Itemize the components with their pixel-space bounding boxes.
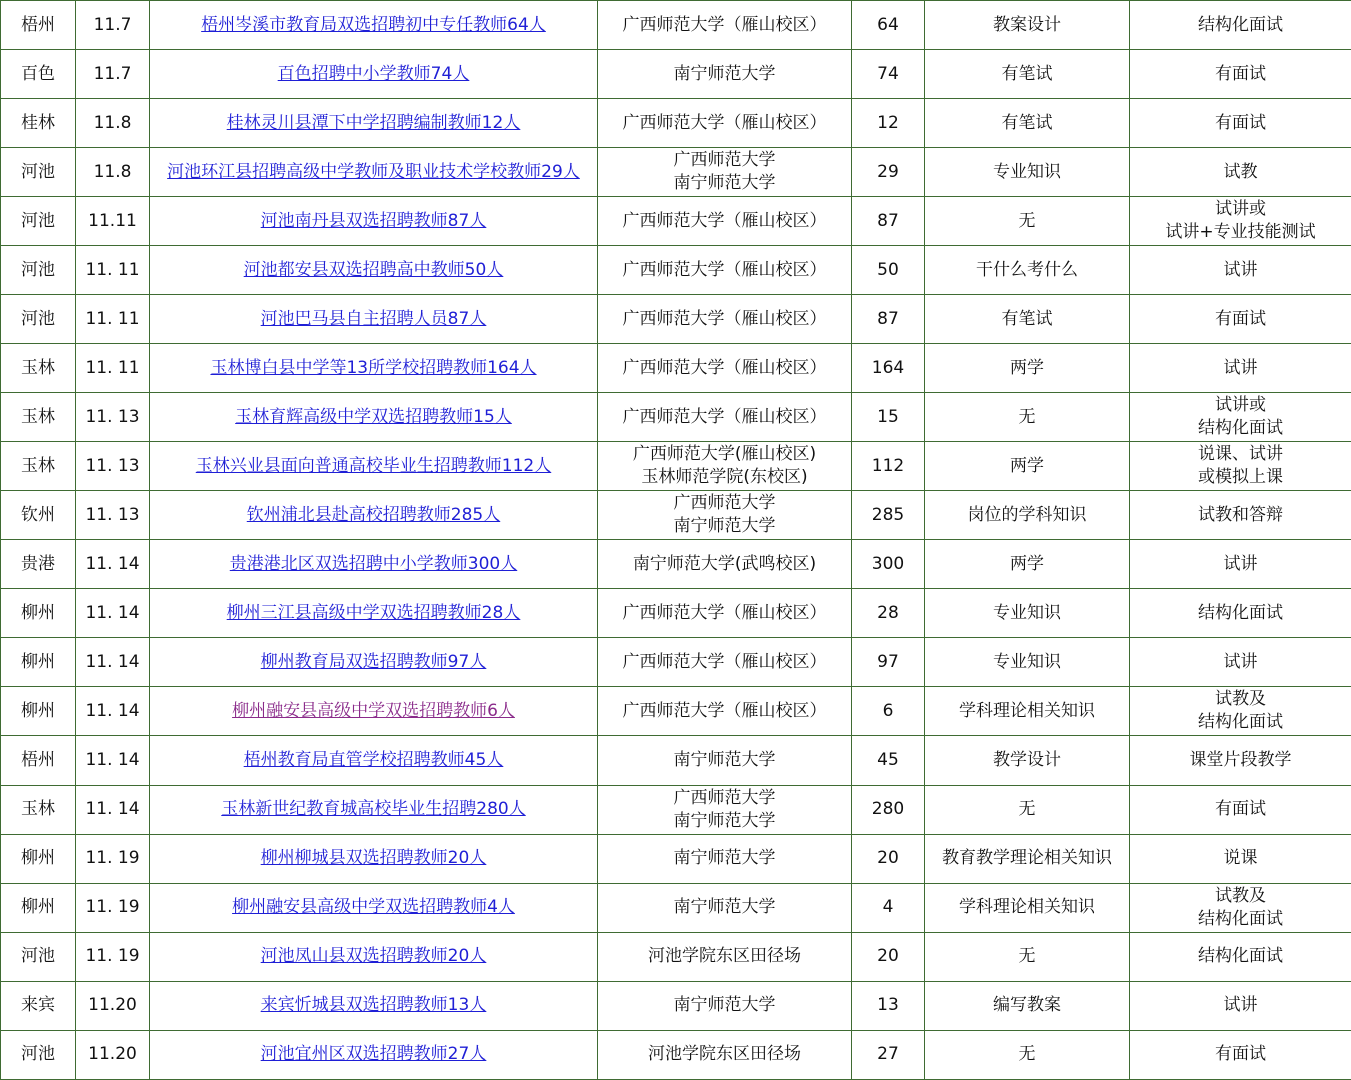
city-cell: 玉林	[1, 344, 76, 393]
date-cell: 11. 19	[76, 834, 150, 883]
date-cell: 11. 14	[76, 687, 150, 736]
venue-line: 广西师范大学（雁山校区）	[622, 14, 827, 35]
venue-cell	[598, 932, 852, 981]
city-cell: 河池	[1, 148, 76, 197]
job-posting-link[interactable]: 柳州三江县高级中学双选招聘教师28人	[226, 602, 521, 623]
interview-line: 有面试	[1215, 1044, 1266, 1065]
date-cell: 11. 14	[76, 785, 150, 834]
venue-line: 南宁师范大学	[673, 848, 776, 869]
interview-cell	[1130, 50, 1351, 99]
city-cell: 柳州	[1, 834, 76, 883]
interview-line: 试讲或	[1215, 395, 1266, 416]
interview-line: 结构化面试	[1198, 908, 1283, 929]
venue-line: 玉林师范学院(东校区)	[641, 467, 808, 488]
job-posting-link[interactable]: 柳州融安县高级中学双选招聘教师4人	[232, 897, 515, 918]
venue-line: 广西师范大学（雁山校区）	[622, 406, 827, 427]
count-cell: 87	[852, 197, 925, 246]
venue-cell	[598, 687, 852, 736]
count-cell: 27	[852, 1030, 925, 1079]
venue-line: 河池学院东区田径场	[648, 946, 801, 967]
exam-cell	[925, 785, 1130, 834]
count-cell: 12	[852, 99, 925, 148]
interview-line: 结构化面试	[1198, 946, 1283, 967]
count-cell: 28	[852, 589, 925, 638]
interview-cell	[1130, 540, 1351, 589]
job-posting-link[interactable]: 河池环江县招聘高级中学教师及职业技术学校教师29人	[167, 161, 580, 182]
exam-cell	[925, 638, 1130, 687]
count-cell: 280	[852, 785, 925, 834]
venue-line: 广西师范大学(雁山校区)	[632, 444, 817, 465]
count-cell: 15	[852, 393, 925, 442]
interview-cell	[1130, 932, 1351, 981]
table-row	[1, 295, 1351, 344]
interview-cell	[1130, 197, 1351, 246]
exam-cell	[925, 197, 1130, 246]
table-row	[1, 687, 1351, 736]
job-posting-link[interactable]: 柳州融安县高级中学双选招聘教师6人	[232, 700, 515, 721]
exam-line: 有笔试	[1001, 63, 1053, 84]
interview-cell	[1130, 344, 1351, 393]
title-cell	[150, 393, 598, 442]
title-cell	[150, 540, 598, 589]
exam-line: 学科理论相关知识	[959, 897, 1095, 918]
interview-line: 说课、试讲	[1198, 444, 1283, 465]
venue-line: 广西师范大学（雁山校区）	[622, 651, 827, 672]
job-posting-link[interactable]: 河池南丹县双选招聘教师87人	[260, 210, 487, 231]
date-cell: 11. 13	[76, 491, 150, 540]
venue-line: 南宁师范大学	[673, 810, 776, 831]
interview-line: 有面试	[1215, 799, 1266, 820]
venue-cell	[598, 785, 852, 834]
venue-line: 广西师范大学	[673, 787, 776, 808]
interview-line: 试讲	[1223, 995, 1258, 1016]
exam-cell	[925, 491, 1130, 540]
exam-line: 专业知识	[993, 602, 1061, 623]
title-cell	[150, 295, 598, 344]
interview-line: 试讲	[1223, 651, 1258, 672]
venue-line: 广西师范大学（雁山校区）	[622, 210, 827, 231]
date-cell: 11.11	[76, 197, 150, 246]
job-posting-link[interactable]: 贵港港北区双选招聘中小学教师300人	[229, 553, 518, 574]
table-row	[1, 1030, 1351, 1079]
venue-cell	[598, 540, 852, 589]
venue-line: 广西师范大学（雁山校区）	[622, 700, 827, 721]
interview-cell	[1130, 99, 1351, 148]
exam-line: 无	[1018, 210, 1036, 231]
exam-line: 无	[1018, 1044, 1036, 1065]
job-posting-link[interactable]: 玉林育辉高级中学双选招聘教师15人	[235, 406, 512, 427]
title-cell	[150, 99, 598, 148]
venue-cell	[598, 638, 852, 687]
table-row	[1, 932, 1351, 981]
exam-line: 两学	[1010, 357, 1044, 378]
exam-line: 编写教案	[993, 995, 1061, 1016]
exam-line: 专业知识	[993, 161, 1061, 182]
exam-cell	[925, 148, 1130, 197]
count-cell: 20	[852, 932, 925, 981]
table-row	[1, 50, 1351, 99]
exam-cell	[925, 589, 1130, 638]
date-cell: 11. 14	[76, 589, 150, 638]
title-cell	[150, 981, 598, 1030]
table-row	[1, 540, 1351, 589]
exam-line: 两学	[1010, 553, 1044, 574]
count-cell: 64	[852, 1, 925, 50]
city-cell: 河池	[1, 246, 76, 295]
title-cell	[150, 197, 598, 246]
venue-cell	[598, 883, 852, 932]
interview-cell	[1130, 638, 1351, 687]
title-cell	[150, 491, 598, 540]
interview-line: 说课	[1223, 848, 1258, 869]
date-cell: 11. 14	[76, 736, 150, 785]
count-cell: 97	[852, 638, 925, 687]
date-cell: 11.8	[76, 99, 150, 148]
count-cell: 300	[852, 540, 925, 589]
interview-line: 结构化面试	[1198, 418, 1283, 439]
venue-cell	[598, 589, 852, 638]
city-cell: 梧州	[1, 1, 76, 50]
job-posting-link[interactable]: 百色招聘中小学教师74人	[277, 63, 470, 84]
table-body	[1, 1, 1351, 1080]
title-cell	[150, 687, 598, 736]
exam-line: 无	[1018, 799, 1036, 820]
venue-line: 广西师范大学（雁山校区）	[622, 308, 827, 329]
exam-cell	[925, 687, 1130, 736]
table-row	[1, 834, 1351, 883]
interview-cell	[1130, 148, 1351, 197]
city-cell: 河池	[1, 197, 76, 246]
venue-line: 南宁师范大学	[673, 995, 776, 1016]
date-cell: 11. 11	[76, 246, 150, 295]
city-cell: 百色	[1, 50, 76, 99]
venue-cell	[598, 981, 852, 1030]
exam-cell	[925, 442, 1130, 491]
venue-cell	[598, 393, 852, 442]
title-cell	[150, 834, 598, 883]
exam-cell	[925, 540, 1130, 589]
exam-cell	[925, 393, 1130, 442]
venue-cell	[598, 295, 852, 344]
interview-line: 试教及	[1215, 689, 1266, 710]
count-cell: 4	[852, 883, 925, 932]
exam-cell	[925, 295, 1130, 344]
exam-cell	[925, 50, 1130, 99]
city-cell: 玉林	[1, 785, 76, 834]
title-cell	[150, 1, 598, 50]
city-cell: 来宾	[1, 981, 76, 1030]
venue-cell	[598, 246, 852, 295]
interview-cell	[1130, 1, 1351, 50]
date-cell: 11. 19	[76, 932, 150, 981]
count-cell: 285	[852, 491, 925, 540]
interview-cell	[1130, 687, 1351, 736]
venue-cell	[598, 834, 852, 883]
interview-line: 有面试	[1215, 112, 1266, 133]
interview-line: 试教和答辩	[1198, 504, 1283, 525]
job-posting-link[interactable]: 桂林灵川县潭下中学招聘编制教师12人	[226, 112, 521, 133]
job-posting-link[interactable]: 梧州教育局直管学校招聘教师45人	[243, 749, 504, 770]
city-cell: 玉林	[1, 442, 76, 491]
job-posting-link[interactable]: 河池巴马县自主招聘人员87人	[260, 308, 487, 329]
job-posting-link[interactable]: 河池宜州区双选招聘教师27人	[260, 1044, 487, 1065]
interview-line: 试教	[1223, 161, 1258, 182]
table-row	[1, 197, 1351, 246]
city-cell: 柳州	[1, 638, 76, 687]
venue-cell	[598, 1030, 852, 1079]
table-row	[1, 736, 1351, 785]
exam-line: 学科理论相关知识	[959, 700, 1095, 721]
table-row	[1, 981, 1351, 1030]
interview-line: 结构化面试	[1198, 712, 1283, 733]
venue-cell	[598, 50, 852, 99]
count-cell: 20	[852, 834, 925, 883]
date-cell: 11. 13	[76, 442, 150, 491]
venue-cell	[598, 491, 852, 540]
interview-cell	[1130, 785, 1351, 834]
interview-line: 试讲	[1223, 259, 1258, 280]
exam-line: 有笔试	[1001, 308, 1053, 329]
interview-cell	[1130, 834, 1351, 883]
table-row	[1, 99, 1351, 148]
venue-line: 广西师范大学（雁山校区）	[622, 357, 827, 378]
date-cell: 11. 19	[76, 883, 150, 932]
title-cell	[150, 883, 598, 932]
venue-line: 南宁师范大学(武鸣校区)	[632, 553, 817, 574]
job-posting-link[interactable]: 玉林新世纪教育城高校毕业生招聘280人	[221, 799, 526, 820]
title-cell	[150, 785, 598, 834]
interview-line: 有面试	[1215, 308, 1266, 329]
interview-line: 有面试	[1215, 63, 1266, 84]
table-row	[1, 393, 1351, 442]
table-row	[1, 638, 1351, 687]
job-posting-link[interactable]: 来宾忻城县双选招聘教师13人	[260, 995, 487, 1016]
table-row	[1, 785, 1351, 834]
interview-cell	[1130, 442, 1351, 491]
table-row	[1, 589, 1351, 638]
title-cell	[150, 246, 598, 295]
exam-cell	[925, 932, 1130, 981]
date-cell: 11. 14	[76, 540, 150, 589]
city-cell: 河池	[1, 932, 76, 981]
table-row	[1, 442, 1351, 491]
city-cell: 河池	[1, 1030, 76, 1079]
job-posting-link[interactable]: 玉林博白县中学等13所学校招聘教师164人	[210, 357, 537, 378]
title-cell	[150, 638, 598, 687]
interview-cell	[1130, 491, 1351, 540]
date-cell: 11.8	[76, 148, 150, 197]
exam-cell	[925, 99, 1130, 148]
city-cell: 贵港	[1, 540, 76, 589]
exam-line: 教学设计	[993, 749, 1061, 770]
exam-cell	[925, 736, 1130, 785]
interview-cell	[1130, 589, 1351, 638]
city-cell: 河池	[1, 295, 76, 344]
table-row	[1, 883, 1351, 932]
exam-line: 干什么考什么	[976, 259, 1078, 280]
title-cell	[150, 932, 598, 981]
exam-line: 有笔试	[1001, 112, 1053, 133]
title-cell	[150, 1030, 598, 1079]
city-cell: 钦州	[1, 491, 76, 540]
exam-cell	[925, 344, 1130, 393]
table-row	[1, 344, 1351, 393]
exam-line: 无	[1018, 946, 1036, 967]
date-cell: 11.7	[76, 50, 150, 99]
venue-cell	[598, 736, 852, 785]
count-cell: 29	[852, 148, 925, 197]
city-cell: 柳州	[1, 589, 76, 638]
exam-line: 教育教学理论相关知识	[942, 848, 1112, 869]
venue-cell	[598, 197, 852, 246]
interview-line: 试讲	[1223, 357, 1258, 378]
title-cell	[150, 148, 598, 197]
exam-cell	[925, 246, 1130, 295]
date-cell: 11. 14	[76, 638, 150, 687]
job-posting-link[interactable]: 钦州浦北县赴高校招聘教师285人	[246, 504, 501, 525]
venue-line: 广西师范大学	[673, 493, 776, 514]
count-cell: 13	[852, 981, 925, 1030]
interview-cell	[1130, 295, 1351, 344]
count-cell: 45	[852, 736, 925, 785]
table-row	[1, 491, 1351, 540]
title-cell	[150, 442, 598, 491]
title-cell	[150, 736, 598, 785]
venue-line: 南宁师范大学	[673, 63, 776, 84]
date-cell: 11. 11	[76, 344, 150, 393]
exam-line: 两学	[1010, 455, 1044, 476]
city-cell: 柳州	[1, 883, 76, 932]
interview-line: 试讲+专业技能测试	[1165, 222, 1316, 243]
exam-cell	[925, 834, 1130, 883]
exam-line: 无	[1018, 406, 1036, 427]
venue-line: 广西师范大学（雁山校区）	[622, 112, 827, 133]
date-cell: 11. 11	[76, 295, 150, 344]
exam-cell	[925, 1, 1130, 50]
date-cell: 11.7	[76, 1, 150, 50]
count-cell: 87	[852, 295, 925, 344]
date-cell: 11.20	[76, 981, 150, 1030]
interview-line: 试讲	[1223, 553, 1258, 574]
interview-line: 结构化面试	[1198, 14, 1283, 35]
job-posting-link[interactable]: 柳州柳城县双选招聘教师20人	[260, 848, 487, 869]
city-cell: 梧州	[1, 736, 76, 785]
table-row	[1, 246, 1351, 295]
job-posting-link[interactable]: 玉林兴业县面向普通高校毕业生招聘教师112人	[195, 455, 552, 476]
title-cell	[150, 589, 598, 638]
interview-line: 试教及	[1215, 885, 1266, 906]
interview-cell	[1130, 393, 1351, 442]
interview-line: 结构化面试	[1198, 602, 1283, 623]
venue-cell	[598, 442, 852, 491]
count-cell: 74	[852, 50, 925, 99]
exam-cell	[925, 883, 1130, 932]
count-cell: 164	[852, 344, 925, 393]
interview-line: 试讲或	[1215, 199, 1266, 220]
interview-cell	[1130, 246, 1351, 295]
table-row	[1, 148, 1351, 197]
count-cell: 112	[852, 442, 925, 491]
title-cell	[150, 50, 598, 99]
exam-line: 教案设计	[993, 14, 1061, 35]
count-cell: 6	[852, 687, 925, 736]
city-cell: 桂林	[1, 99, 76, 148]
venue-line: 南宁师范大学	[673, 516, 776, 537]
venue-cell	[598, 148, 852, 197]
city-cell: 玉林	[1, 393, 76, 442]
venue-line: 广西师范大学	[673, 150, 776, 171]
venue-line: 南宁师范大学	[673, 749, 776, 770]
interview-cell	[1130, 883, 1351, 932]
exam-line: 岗位的学科知识	[967, 504, 1087, 525]
venue-line: 广西师范大学（雁山校区）	[622, 259, 827, 280]
venue-line: 南宁师范大学	[673, 173, 776, 194]
exam-line: 专业知识	[993, 651, 1061, 672]
exam-cell	[925, 981, 1130, 1030]
venue-line: 南宁师范大学	[673, 897, 776, 918]
interview-line: 课堂片段教学	[1189, 749, 1292, 770]
date-cell: 11.20	[76, 1030, 150, 1079]
interview-cell	[1130, 981, 1351, 1030]
venue-line: 广西师范大学（雁山校区）	[622, 602, 827, 623]
count-cell: 50	[852, 246, 925, 295]
exam-cell	[925, 1030, 1130, 1079]
table-row	[1, 1, 1351, 50]
job-posting-link[interactable]: 梧州岑溪市教育局双选招聘初中专任教师64人	[201, 14, 546, 35]
venue-line: 河池学院东区田径场	[648, 1044, 801, 1065]
venue-cell	[598, 1, 852, 50]
interview-line: 或模拟上课	[1198, 467, 1283, 488]
title-cell	[150, 344, 598, 393]
interview-cell	[1130, 1030, 1351, 1079]
city-cell: 柳州	[1, 687, 76, 736]
job-posting-link[interactable]: 柳州教育局双选招聘教师97人	[260, 651, 487, 672]
interview-cell	[1130, 736, 1351, 785]
date-cell: 11. 13	[76, 393, 150, 442]
venue-cell	[598, 344, 852, 393]
job-posting-link[interactable]: 河池都安县双选招聘高中教师50人	[243, 259, 504, 280]
job-posting-link[interactable]: 河池凤山县双选招聘教师20人	[260, 946, 487, 967]
venue-cell	[598, 99, 852, 148]
